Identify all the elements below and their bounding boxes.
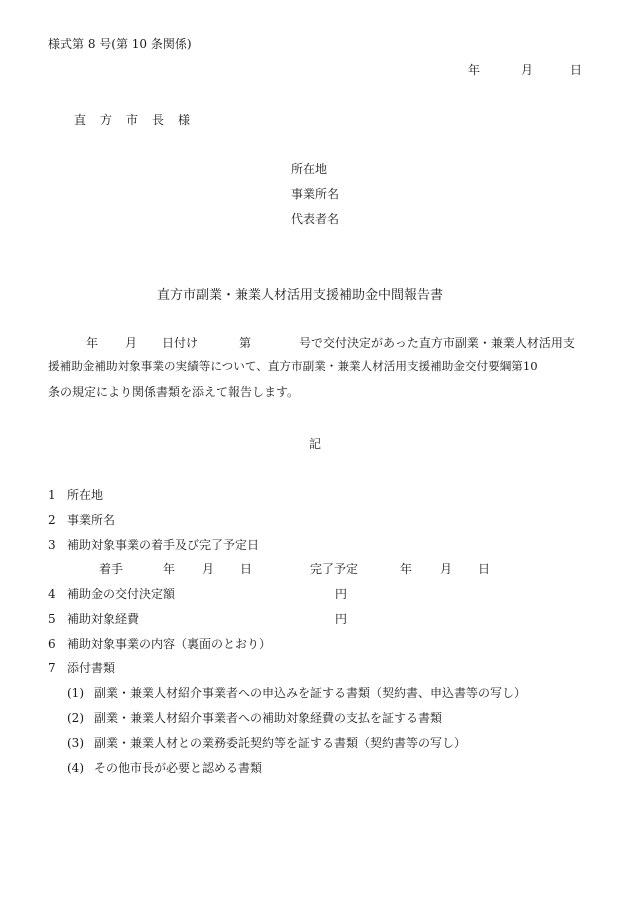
schedule-start-day: 日	[240, 562, 253, 576]
date-month-label: 月	[521, 63, 534, 77]
applicant-business-name-label: 事業所名	[291, 187, 340, 201]
date-year-label: 年	[468, 63, 481, 77]
attachment-number: (4)	[67, 761, 84, 775]
form-label: 様式第 8 号(第 10 条関係)	[48, 37, 192, 51]
addressee-char-4: 長	[152, 113, 165, 127]
applicant-location-label: 所在地	[291, 162, 328, 176]
attachment-number: (3)	[67, 736, 84, 750]
item-number: 1	[48, 488, 56, 502]
schedule-end-year: 年	[400, 562, 413, 576]
attachment-number: (1)	[67, 686, 84, 700]
body-line-2: 援補助金補助対象事業の実績等について、直方市副業・兼業人材活用支援補助金交付要綱第10	[48, 359, 538, 373]
schedule-start-label: 着手	[99, 562, 124, 576]
item-label: 補助対象事業の内容（裏面のとおり）	[67, 637, 272, 651]
addressee-honorific: 様	[178, 113, 191, 127]
yen-unit: 円	[335, 587, 348, 601]
schedule-start-year: 年	[163, 562, 176, 576]
schedule-start-month: 月	[202, 562, 215, 576]
addressee-char-2: 方	[100, 113, 113, 127]
item-label: 所在地	[67, 488, 104, 502]
attachment-number: (2)	[67, 711, 84, 725]
attachment-text: 副業・兼業人材紹介事業者への申込みを証する書類（契約書、申込書等の写し）	[94, 686, 527, 700]
document-title: 直方市副業・兼業人材活用支援補助金中間報告書	[157, 288, 444, 303]
attachment-text: 副業・兼業人材紹介事業者への補助対象経費の支払を証する書類	[94, 711, 443, 725]
item-number: 3	[48, 538, 56, 552]
body-year-label: 年	[86, 336, 99, 350]
date-day-label: 日	[570, 63, 583, 77]
item-label: 補助対象経費	[67, 612, 140, 626]
body-number-prefix: 第	[239, 336, 252, 350]
item-number: 5	[48, 612, 56, 626]
item-label: 添付書類	[67, 661, 116, 675]
schedule-end-label: 完了予定	[310, 562, 359, 576]
schedule-end-month: 月	[440, 562, 453, 576]
body-month-label: 月	[125, 336, 138, 350]
attachment-text: その他市長が必要と認める書類	[94, 761, 263, 775]
applicant-representative-label: 代表者名	[291, 212, 340, 226]
body-line-3: 条の規定により関係書類を添えて報告します。	[48, 385, 300, 399]
addressee-char-3: 市	[126, 113, 139, 127]
item-number: 7	[48, 661, 56, 675]
schedule-end-day: 日	[478, 562, 491, 576]
ki-heading: 記	[309, 437, 322, 451]
yen-unit: 円	[335, 612, 348, 626]
body-date-label: 日付け	[162, 336, 199, 350]
item-label: 補助金の交付決定額	[67, 587, 176, 601]
body-line-1: 号で交付決定があった直方市副業・兼業人材活用支	[299, 336, 575, 350]
addressee-char-1: 直	[74, 113, 87, 127]
attachment-text: 副業・兼業人材との業務委託契約等を証する書類（契約書等の写し）	[94, 736, 467, 750]
item-number: 4	[48, 587, 56, 601]
item-number: 6	[48, 637, 56, 651]
item-label: 補助対象事業の着手及び完了予定日	[67, 538, 260, 552]
item-label: 事業所名	[67, 513, 116, 527]
item-number: 2	[48, 513, 56, 527]
